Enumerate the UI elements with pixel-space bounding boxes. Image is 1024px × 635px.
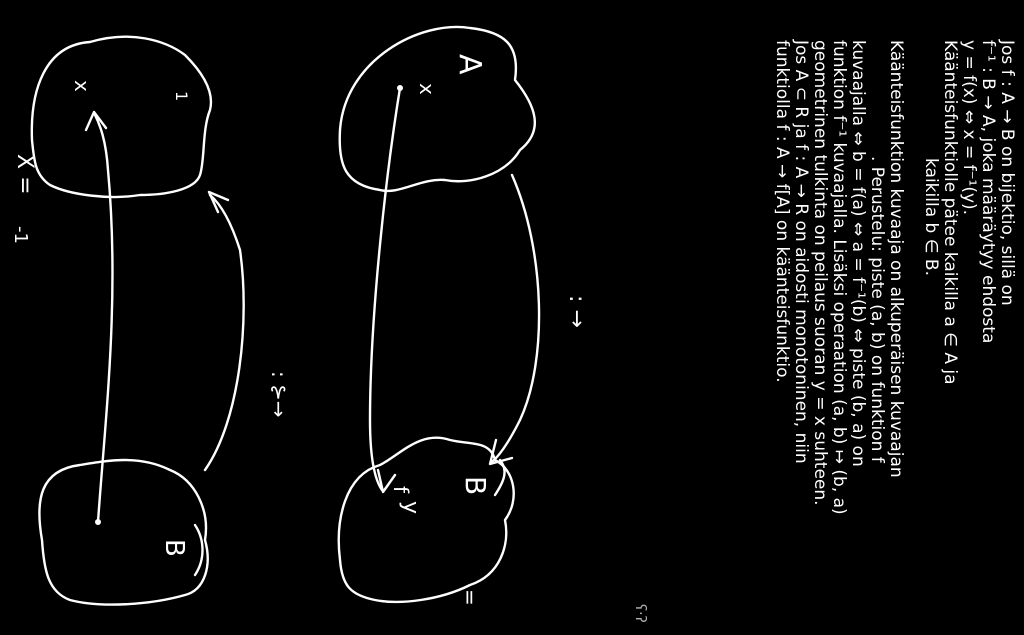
bottom-label-b: B xyxy=(159,539,189,557)
top-label-x: x xyxy=(415,83,439,95)
top-blob-b xyxy=(339,438,514,602)
line-4: Käänteisfunktiolle pätee kaikilla a ∈ A ja xyxy=(940,40,960,385)
bottom-map-label: : ⊱→ xyxy=(267,371,291,418)
line-6: Käänteisfunktion kuvaaja on alkuperäisen kuvaajan xyxy=(886,40,906,478)
line-11: Jos A ⊂ R ja f : A → R on aidosti monotoninen, niin xyxy=(791,40,811,464)
line-9: funktion f⁻¹ kuvaajalla. Lisäksi operaation (a, b) ↦ (b, a) xyxy=(829,40,849,515)
line-2: f⁻¹ : B → A, joka määräytyy ehdosta xyxy=(978,40,998,344)
bottom-label-x: x xyxy=(70,80,94,92)
line-10: geometrinen tulkinta on peilaus suoran y = x suhteen. xyxy=(810,40,830,506)
bottom-minus-one: -1 xyxy=(10,226,31,244)
line-3: y = f(x) ⇔ x = f⁻¹(y). xyxy=(959,40,979,216)
bottom-blob-b xyxy=(39,460,207,605)
corner-mark: ʕ·ʔ xyxy=(632,604,648,623)
bottom-label-one: 1 xyxy=(172,91,191,102)
line-12: funktiolla f : A → f[A] on käänteisfunktio. xyxy=(772,40,792,383)
top-map-label: : → xyxy=(564,295,589,328)
top-label-f: f xyxy=(389,486,413,494)
line-7: . Perustelu: piste (a, b) on funktion f xyxy=(867,156,887,463)
bottom-eq-label: X = xyxy=(12,154,37,195)
bottom-arrow-ba xyxy=(205,195,244,470)
top-arrow-f xyxy=(370,88,400,490)
top-label-y: y xyxy=(398,501,423,515)
equals-mark: = xyxy=(458,589,482,606)
top-label-a: A xyxy=(452,54,487,75)
top-label-b: B xyxy=(459,476,492,496)
bottom-blob-x xyxy=(32,37,211,197)
line-1: Jos f : A → B on bijektio, sillä on xyxy=(997,40,1017,306)
top-arrow-ab xyxy=(492,175,539,462)
top-blob-a xyxy=(340,27,535,191)
line-8: kuvaajalla ⇔ b = f(a) ⇔ a = f⁻¹(b) ⇔ piste (b, a) on xyxy=(848,40,868,467)
line-5: kaikilla b ∈ B. xyxy=(921,158,941,276)
